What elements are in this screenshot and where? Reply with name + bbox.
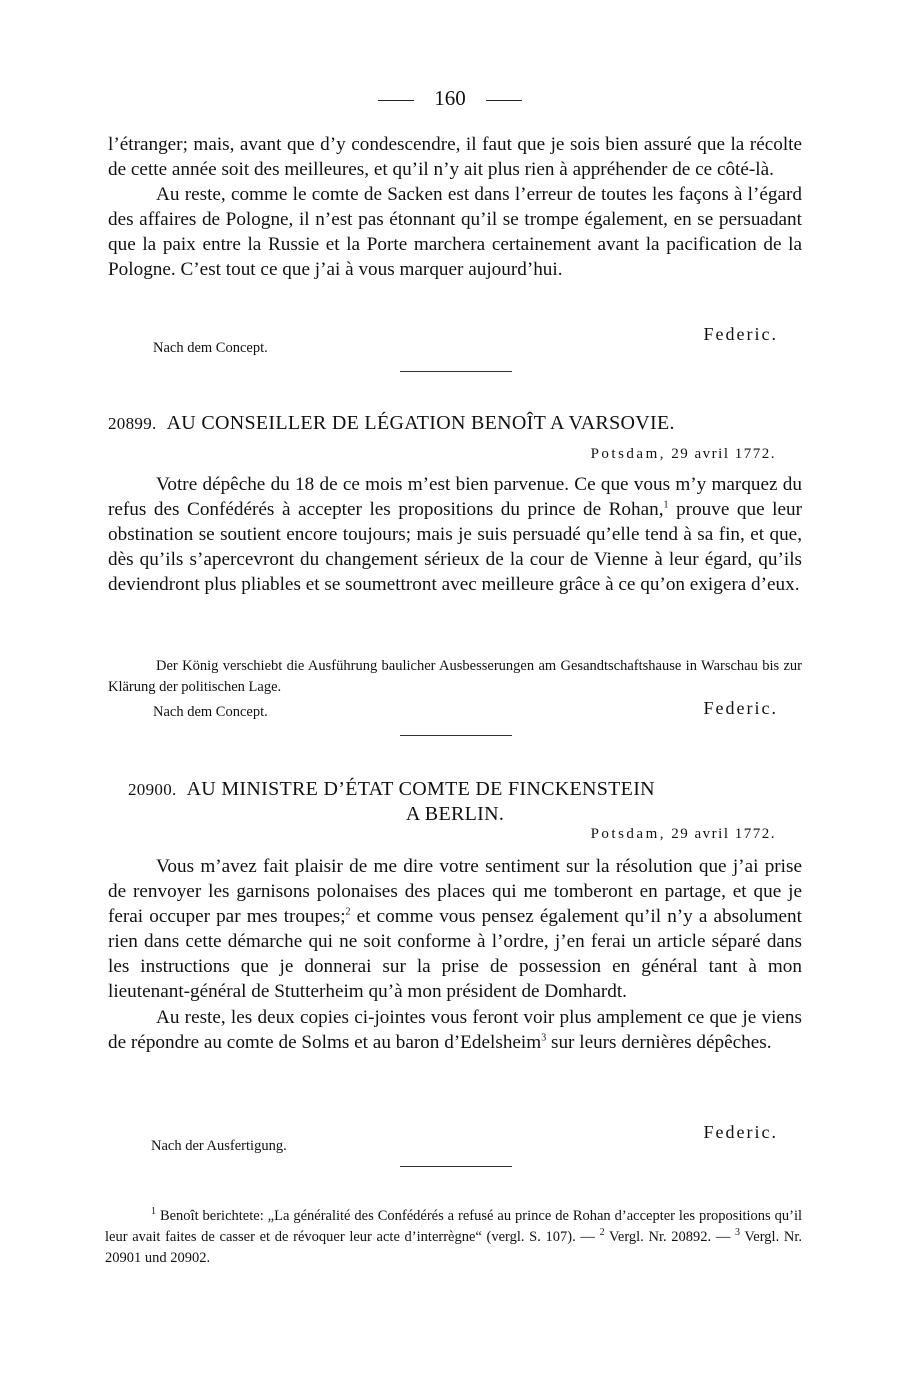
page-header: [0, 86, 900, 111]
letter-number: 20900.: [128, 780, 177, 799]
letter-20900-heading-line-2: A BERLIN.: [405, 803, 505, 825]
letter-20900-signature: Federic.: [703, 1122, 778, 1142]
footnote-ref: 1: [663, 499, 669, 511]
letter-number: 20899.: [108, 414, 157, 433]
body-text: sur leurs dernières dépêches.: [546, 1031, 772, 1053]
letter-20900-paragraph-1: [108, 854, 802, 1005]
footnote-text: Benoît berichtete: „La généralité des Confédérés a refusé au prince de Rohan d’accepter les propositions qu’il leur avait faites de casser et de révoquer leur acte d’interrègne“ (vergl. S. 107). —: [105, 1208, 802, 1245]
section-divider: [400, 371, 512, 372]
letter-20899-summary: Der König verschiebt die Ausführung baulicher Ausbesserungen am Gesandtschaftshause in Warschau bis zur Klärung der politischen Lage.: [108, 658, 802, 695]
intro-section: [108, 132, 802, 283]
letter-20899-heading: [108, 412, 802, 435]
section-divider: [400, 735, 512, 736]
body-text: Vous m’avez fait plaisir de me dire votre sentiment sur la résolution que j’ai prise de renvoyer les garnisons polonaises des places qui me tomberont en partage, et que je ferai occuper par mes troupes;: [108, 856, 802, 928]
body-text: et comme vous pensez également qu’il n’y a absolument rien dans cette démarche qui ne soit conforme à l’ordre, j’en ferai un article séparé dans les instructions que je donnerai sur la prise de possession en général tant à mon lieutenant-général de Stutterheim qu’à mon président de Domhardt.: [108, 906, 802, 1003]
letter-20899-dateline: [591, 446, 776, 463]
intro-paragraph-2: Au reste, comme le comte de Sacken est dans l’erreur de toutes les façons à l’égard des affaires de Pologne, il n’est pas étonnant qu’il se trompe également, en se persuadant que la paix entre la Russie et la Porte marchera certainement avant la pacification de la Pologne. C’est tout ce que j’ai à vous marquer aujourd’hui.: [108, 184, 802, 281]
letter-20900-paragraph-2: [108, 1005, 802, 1055]
header-rule-right: [486, 100, 522, 101]
footnote-text: Vergl. Nr. 20901 und 20902.: [105, 1229, 803, 1266]
intro-paragraph-1: l’étranger; mais, avant que d’y condescendre, il faut que je sois bien assuré que la récolte de cette année soit des meilleures, et qu’il n’y ait plus rien à appréhender de ce côté-là.: [108, 134, 802, 181]
letter-20900-heading: [108, 778, 802, 801]
page-number: 160: [434, 86, 466, 110]
dateline-date: 29 avril 1772.: [671, 446, 776, 462]
letter-20899-signature: Federic.: [703, 698, 778, 718]
body-text: Au reste, les deux copies ci-jointes vous feront voir plus amplement ce que je viens de répondre au comte de Solms et au baron d’Edelsheim: [108, 1006, 802, 1053]
body-text: prouve que leur obstination se soutient encore toujours; mais je suis persuadé qu’elle tend à sa fin, et que, dès qu’ils s’apercevront du changement sérieux de la cour de Vienne à leur égard, qu’ils deviendront plus pliables et se soumettront avec meilleure grâce à ce qu’on exigera d’eux.: [108, 499, 802, 596]
dateline-place: Potsdam,: [590, 826, 666, 842]
footnote-marker: 3: [735, 1227, 741, 1239]
letter-20899-paragraph: [108, 472, 802, 597]
letter-20900-dateline: [591, 826, 776, 843]
footnotes: [105, 1206, 802, 1269]
letter-20900-source-note: Nach der Ausfertigung.: [151, 1138, 287, 1154]
letter-20899-source-note: Nach dem Concept.: [153, 704, 268, 720]
letter-title: AU MINISTRE D’ÉTAT COMTE DE FINCKENSTEIN: [186, 778, 655, 800]
body-text: Votre dépêche du 18 de ce mois m’est bien parvenue. Ce que vous m’y marquez du refus des Confédérés à accepter les propositions du prince de Rohan,: [108, 474, 802, 521]
letter-20900-body: [108, 854, 802, 1055]
header-rule-left: [378, 100, 414, 101]
section-divider: [400, 1166, 512, 1167]
letter-title: AU CONSEILLER DE LÉGATION BENOÎT A VARSOVIE.: [166, 412, 675, 434]
dateline-place: Potsdam,: [590, 446, 666, 462]
footnote-marker: 1: [151, 1206, 156, 1218]
dateline-date: 29 avril 1772.: [671, 826, 776, 842]
letter-20899-body: [108, 472, 802, 597]
footnote-marker: 2: [599, 1227, 605, 1239]
footnote-ref: 2: [345, 906, 351, 918]
footnote-ref: 3: [541, 1032, 547, 1044]
footnote-text: Vergl. Nr. 20892. —: [604, 1229, 736, 1245]
intro-signature: Federic.: [703, 324, 778, 344]
intro-source-note: Nach dem Concept.: [153, 340, 268, 356]
